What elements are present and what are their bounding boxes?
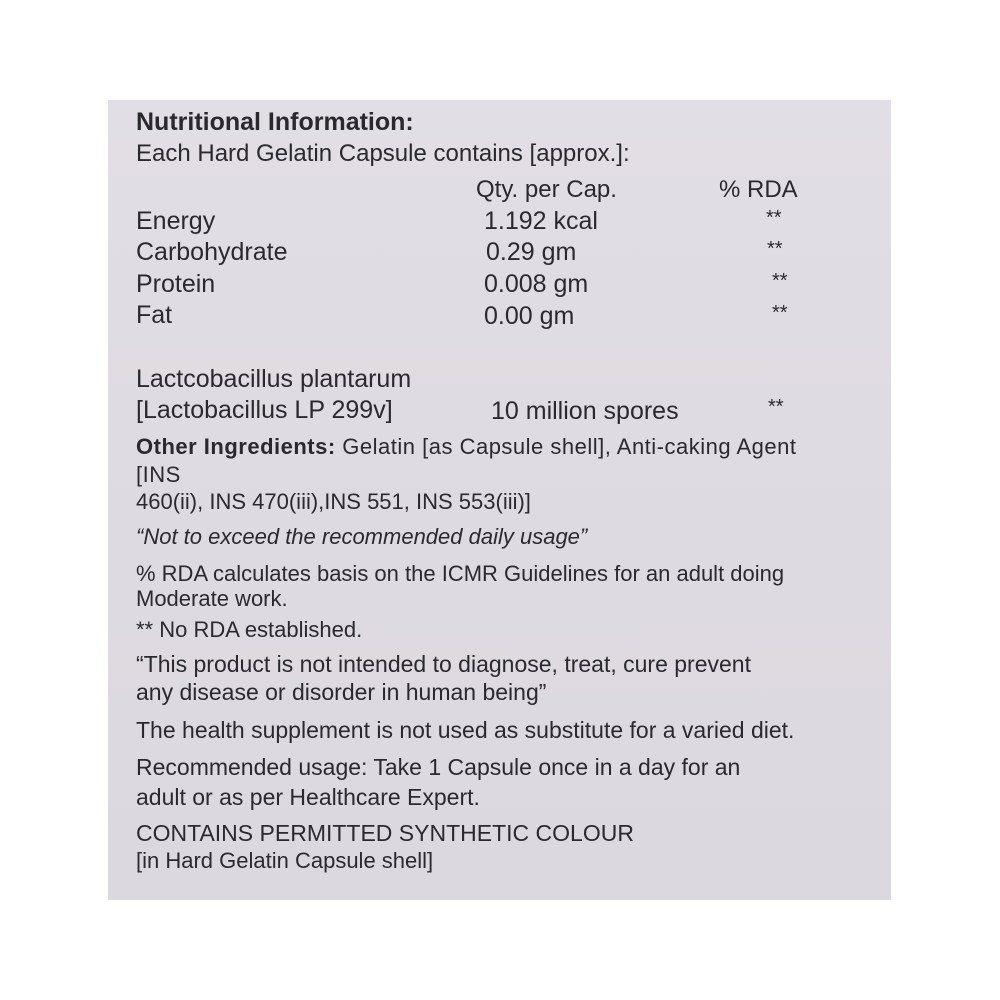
nutrition-title: Nutritional Information:	[136, 108, 414, 136]
other-ingredients-text: Gelatin [as Capsule shell], Anti-caking Agent [INS	[136, 434, 797, 487]
colour-note-line-2: [in Hard Gelatin Capsule shell]	[136, 848, 434, 873]
usage-line-1: Recommended usage: Take 1 Capsule once in a day for an	[136, 754, 741, 780]
disclaimer-line-1: “This product is not intended to diagnose, treat, cure prevent	[136, 651, 751, 677]
colour-note-line-1: CONTAINS PERMITTED SYNTHETIC COLOUR	[136, 820, 634, 846]
nutrient-qty: 1.192 kcal	[484, 207, 598, 235]
nutrient-qty: 0.29 gm	[486, 238, 577, 266]
nutrient-name: Protein	[136, 270, 216, 298]
nutrition-subtitle: Each Hard Gelatin Capsule contains [approx.]:	[136, 140, 630, 167]
rda-basis-line-1: % RDA calculates basis on the ICMR Guidelines for an adult doing	[136, 561, 785, 586]
other-ingredients	[136, 433, 836, 489]
rda-basis-line-2: Moderate work.	[136, 586, 288, 611]
nutrient-rda: **	[772, 270, 788, 292]
nutrient-qty: 0.00 gm	[484, 302, 575, 330]
probiotic-strain: [Lactobacillus LP 299v]	[136, 396, 393, 424]
nutrient-qty: 0.008 gm	[484, 270, 589, 298]
usage-warning: “Not to exceed the recommended daily usage”	[136, 524, 588, 549]
nutrient-name: Energy	[136, 207, 216, 235]
other-ingredients-label: Other Ingredients:	[136, 434, 336, 459]
substitute-note: The health supplement is not used as substitute for a varied diet.	[136, 717, 795, 743]
disclaimer-line-2: any disease or disorder in human being”	[136, 679, 547, 705]
nutrient-name: Fat	[136, 301, 173, 329]
nutrient-name: Carbohydrate	[136, 238, 288, 266]
probiotic-name: Lactcobacillus plantarum	[136, 365, 412, 393]
no-rda-note: ** No RDA established.	[136, 617, 363, 642]
rda-column-header: % RDA	[719, 176, 798, 203]
other-ingredients-continued: 460(ii), INS 470(iii),INS 551, INS 553(iii)]	[136, 489, 531, 514]
nutrient-rda: **	[767, 238, 783, 260]
nutrient-rda: **	[772, 302, 788, 324]
nutrient-rda: **	[766, 207, 782, 229]
probiotic-qty: 10 million spores	[491, 397, 679, 425]
qty-column-header: Qty. per Cap.	[476, 176, 617, 203]
usage-line-2: adult or as per Healthcare Expert.	[136, 784, 480, 810]
probiotic-rda: **	[768, 396, 784, 418]
